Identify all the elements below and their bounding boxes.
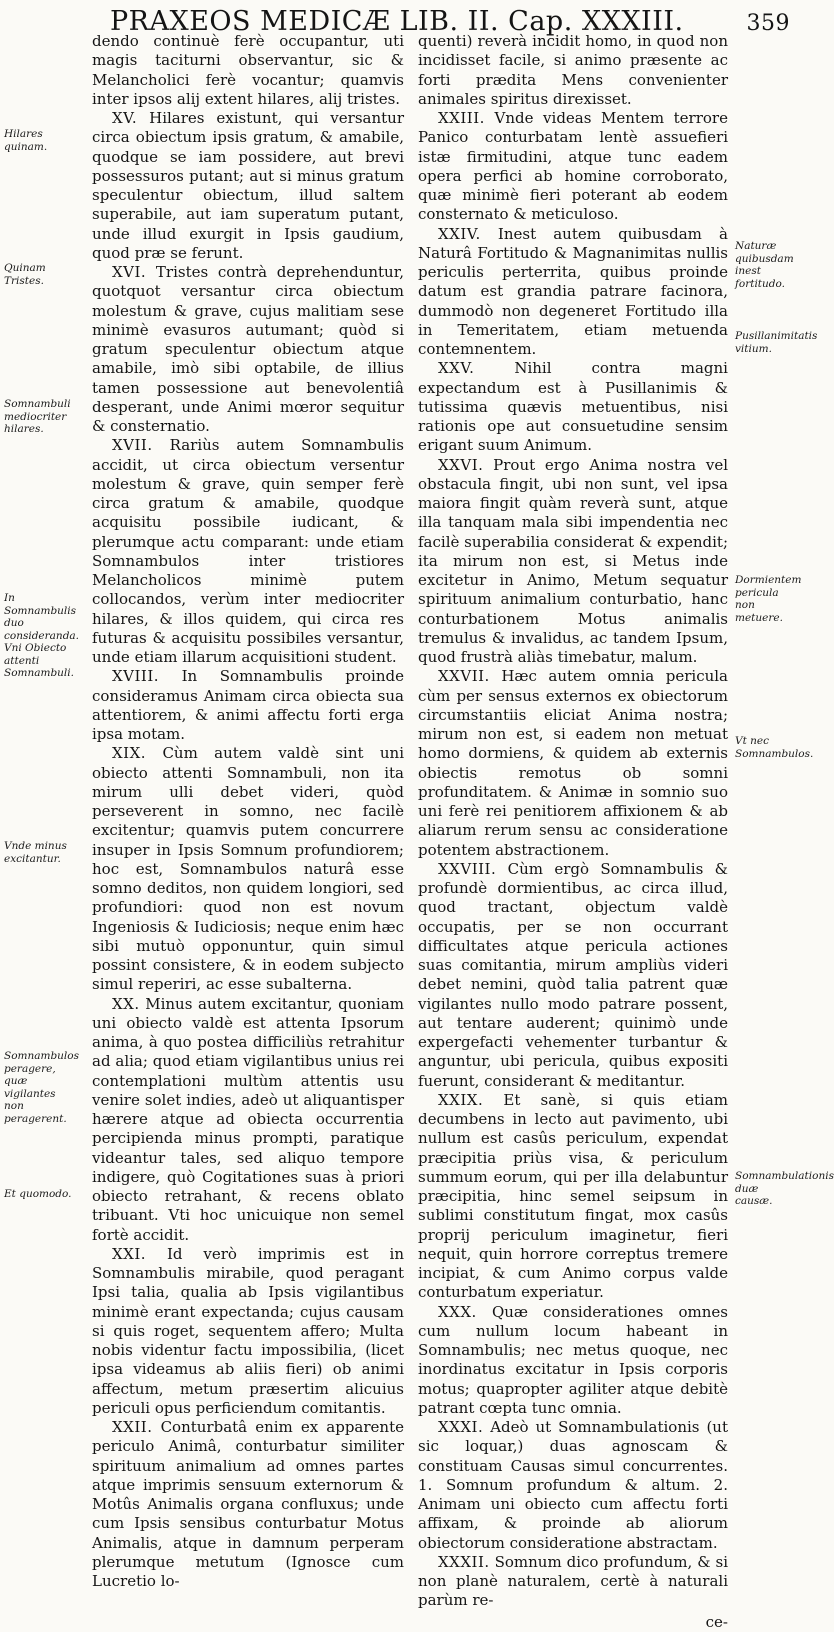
paragraph-number: XV. [112,109,138,127]
paragraph-number: XXVII. [438,667,490,686]
paragraph: XXVIII. Cùm ergò Somnambulis & profundè dormientibus, ac circa illud, quod tractant, objectum valdè occupatis, per se non occurrant difficultates atque pericula actiones suas comitantia, mirum ampliùs videri debet nemini, quòd talia patrent quæ vigilantes nullo modo patrare possent, aut tentare auderent; quinimò unde expergefacti vehementer turbantur & anguntur, ubi pericula, quibus expositi fuerunt, considerant & meditantur. [418,859,728,1090]
paragraph-number: XXV. [438,359,475,378]
paragraph-number: XXI. [112,1244,147,1263]
paragraph-number: XXXI. [438,1418,484,1436]
page-number: 359 [746,11,790,36]
paragraph-number: XXXII. [438,1552,490,1571]
paragraph-number: XVI. [112,263,147,281]
paragraph: dendo continuè ferè occupantur, uti magis taciturni observantur, sic & Melancholici ferè vocantur; quamvis inter ipsos alij extent hilares, alij tristes. [92,32,404,108]
margin-note: Hilares quinam. [4,128,48,153]
paragraph-number: XXIV. [438,224,481,243]
margin-note: Quinam Tristes. [4,262,46,287]
paragraph: XXIX. Et sanè, si quis etiam decumbens in lecto aut pavimento, ubi nullum est casûs periculum, expendat præcipitia priùs visa, & periculum summum eorum, qui per illa delabuntur præcipitia, hinc semel seipsum in sublimi constitutum fingat, mox casûs proprij periculum imaginetur, fieri nequit, quin horrore correptus tremere incipiat, & cum Animo corpus valde conturbatum experiatur. [418,1090,728,1302]
paragraph-number: XXIII. [438,109,485,127]
paragraph: XIX. Cùm autem valdè sint uni obiecto attenti Somnambuli, non ita mirum ulli debet videri, quòd perseverent in somno, nec facilè excitentur; quamvis putem concurrere insuper in Ipsis Somnum profundiorem; hoc est, Somnambulos naturâ esse somno deditos, non quidem longiori, sed profundiori: quod non est novum Ingeniosis & Iudiciosis; neque enim hæc sibi mutuò opponuntur, quin simul possint consistere, & in eodem subjecto simul reperiri, ac esse subalterna. [92,744,404,994]
paragraph-number: XXX. [438,1302,477,1321]
paragraph-number: XVIII. [112,667,160,686]
paragraph-number: XXVIII. [438,859,497,878]
paragraph: XXII. Conturbatâ enim ex apparente periculo Animâ, conturbatur similiter spirituum animalium ad omnes partes atque imprimis sensuum externorum & Motûs Animalis organa confluxus; unde cum Ipsis sensibus conturbatur Motus Animalis, atque in damnum perperam plerumque metutum (Ignosce cum Lucretio lo- [92,1418,404,1590]
paragraph: XXVI. Prout ergo Anima nostra vel obstacula fingit, ubi non sunt, vel ipsa maiora fingit quàm reverà sunt, atque illa tanquam mala sibi impendentia nec facilè superabilia considerat & expendit; ita mirum non est, si Metus inde excitetur in Animo, Metum sequatur spirituum animalium conturbatio, hanc conturbationem Motus animalis tremulus & invalidus, ac tandem Ipsum, quod frustrà aliàs timebatur, malum. [418,455,728,666]
paragraph-number: XX. [112,994,140,1013]
paragraph: XXXI. Adeò ut Somnambulationis (ut sic loquar,) duas agnoscam & constituam Causas simul concurrentes. 1. Somnum profundum & altum. 2. Animam uni obiecto cum affectu forti affixam, & proinde ab aliorum obiectorum considerationе abstractam. [418,1418,728,1552]
margin-note: In Somnambulis duo consideranda. Vni Obiecto attenti Somnambuli. [4,592,80,679]
margin-note: Pusillanimitatis vitium. [735,330,818,355]
margin-note: Dormientem pericula non metuere. [735,574,802,624]
paragraph: XVII. Rariùs autem Somnambulis accidit, ut circa obiectum versentur molestum & grave, quin semper ferè circa gratum & amabile, quodque acquisitu possibile iudicant, & plerumque actu comparant: unde etiam Somnambulos inter tristiores Melancholicos minimè putem collocandos, verùm inter mediocriter hilares, & illos quidem, qui circa res futuras & acquisitu possibiles versantur, unde etiam illarum acquisitioni student. [92,436,404,666]
paragraph: XXIV. Inest autem quibusdam à Naturâ Fortitudo & Magnanimitas nullis periculis perterrita, quibus proinde datum est grandia patrare facinora, dummodò non degeneret Fortitudo illa in Temeritatem, etiam metuenda contemnentem. [418,224,728,358]
left-column [92,32,404,1591]
paragraph: XVIII. In Somnambulis proinde consideramus Animam circa obiecta sua attentiorem, & animi affectu forti erga ipsa motam. [92,667,404,743]
margin-note: Vt nec Somnambulos. [735,735,814,760]
paragraph-number: XXVI. [438,455,484,474]
paragraph: quenti) reverà incidit homo, in quod non incidisset facile, si animo præsente ac forti prædita Mens convenienter animales spiritus direxisset. [418,32,728,108]
paragraph: XX. Minus autem excitantur, quoniam uni obiecto valdè est attenta Ipsorum anima, à quo postea difficiliùs retrahitur ad alia; quod etiam vigilantibus unius rei contemplationi multùm attentis usu venire solet indies, adeò ut aliquantisper hærere atque ad obiecta occurrentia percipienda minus prompti, paratique videantur tales, sed aliquo tempore indigere, quò Cogitationes suas à priori obiecto retrahant, & recens oblato tribuant. Vti hoc unicuique non semel fortè accidit. [92,994,404,1244]
paragraph-number: XXIX. [438,1090,484,1109]
margin-note: Somnambulos peragere, quæ vigilantes non peragerent. [4,1050,80,1125]
running-title: PRAXEOS MEDICÆ LIB. II. Cap. XXXIII. [110,6,684,37]
paragraph: XV. Hilares existunt, qui versantur circa obiectum ipsis gratum, & amabile, quodque se iam possidere, aut brevi possessuros putant; aut si minus gratum speculentur obiectum, illud saltem superabile, aut iam superatum putant, unde illud exurgit in Ipsis gaudium, quod præ se ferunt. [92,109,404,262]
margin-note: Somnambuli mediocriter hilares. [4,398,71,435]
paragraph-number: XXII. [112,1418,153,1436]
margin-note: Vnde minus excitantur. [4,840,67,865]
margin-note: Naturæ quibusdam inest fortitudo. [735,240,794,290]
paragraph: XVI. Tristes contrà deprehenduntur, quotquot versantur circa obiectum molestum & grave, cujus malitiam sese minimè evasuros autumant; quòd si gratum speculentur obiectum atque amabile, imò sibi optabile, de illius tamen possessione aut benevolentiâ desperant, unde Animi mœror sequitur & consternatio. [92,263,404,435]
margin-note: Et quomodo. [4,1188,72,1200]
catchword: ce- [705,1612,728,1631]
paragraph-number: XIX. [112,744,147,763]
paragraph: XXV. Nihil contra magni expectandum est à Pusillanimis & tutissima quævis metuentibus, nisi rationis ope aut consuetudine sensim erigant suum Animum. [418,359,728,455]
right-column [418,32,728,1632]
margin-note: Somnambulationis duæ causæ. [735,1170,834,1207]
paragraph: XXI. Id verò imprimis est in Somnambulis mirabile, quod peragant Ipsi talia, qualia ab Ipsis vigilantibus minimè erant expectanda; cujus causam si quis roget, sequentem affero; Multa nobis videntur factu impossibilia, (licet ipsa videamus ab aliis fieri) ob animi affectum, metum præsertim alicuius periculi opus perficiendum comitantis. [92,1244,404,1417]
paragraph: XXIII. Vnde videas Mentem terrore Panico conturbatam lentè assuefieri istæ firmitudini, atque tunc eadem opera perfici ab homine corroborato, quæ minimè fieri poterant ab eodem consternato & meticuloso. [418,109,728,224]
paragraph: XXX. Quæ considerationes omnes cum nullum locum habeant in Somnambulis; nec metus quoque, nec inordinatus excitatur in Ipsis corporis motus; quapropter agiliter atque debitè patrant cœpta tunc omnia. [418,1302,728,1417]
paragraph: XXVII. Hæc autem omnia pericula cùm per sensus externos ex obiectorum circumstantiis eliciat Anima nostra; mirum non est, si eadem non metuat homo dormiens, & quidem ab externis obiectis remotus ob somni profunditatem. & Animæ in somnio suo uni ferè rei penitiorem affixionem & ab aliarum rerum sensu ac consideratione potentem abstractionem. [418,667,728,859]
paragraph: XXXII. Somnum dico profundum, & si non planè naturalem, certè à naturali parùm re- [418,1552,728,1610]
paragraph-number: XVII. [112,436,153,455]
